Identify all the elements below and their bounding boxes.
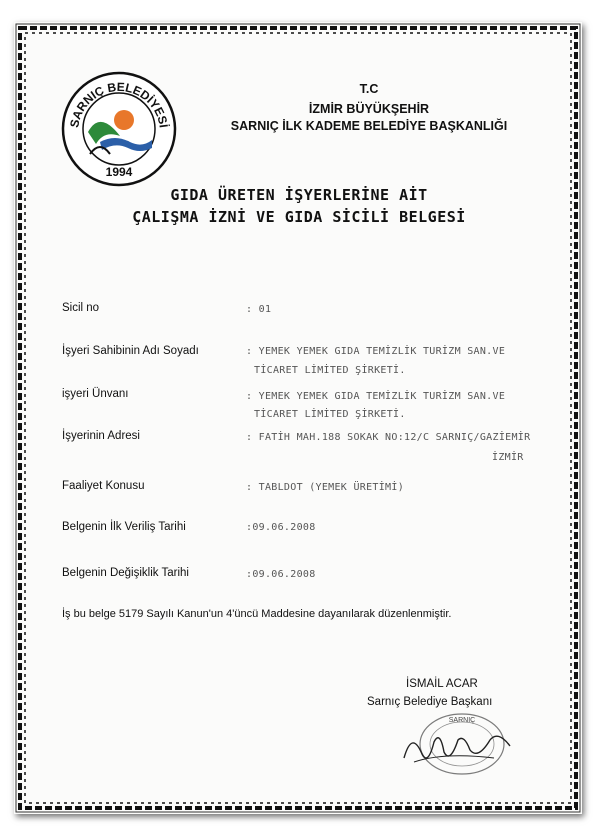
signatory-title: Sarnıç Belediye Başkanı	[367, 696, 493, 708]
header-izmir: İZMİR BÜYÜKŞEHİR	[308, 102, 430, 116]
label-activity: Faaliyet Konusu	[62, 480, 145, 492]
official-stamp	[374, 700, 534, 780]
value-address-line2: İZMİR	[492, 452, 524, 463]
municipality-logo	[60, 70, 178, 188]
document-title-line1: GIDA ÜRETEN İŞYERLERİNE AİT	[170, 186, 428, 204]
value-owner-name-line1: : YEMEK YEMEK GIDA TEMİZLİK TURİZM SAN.VE	[246, 346, 506, 357]
legal-statement: İş bu belge 5179 Sayılı Kanun'un 4'üncü Maddesine dayanılarak düzenlenmiştir.	[62, 608, 452, 620]
label-business-title: işyeri Ünvanı	[62, 388, 129, 400]
value-business-title-line2: TİCARET LİMİTED ŞİRKETİ.	[254, 409, 406, 420]
label-first-issue-date: Belgenin İlk Veriliş Tarihi	[62, 521, 186, 533]
header-tc: T.C	[359, 82, 379, 96]
certificate-sheet	[14, 22, 582, 814]
value-owner-name-line2: TİCARET LİMİTED ŞİRKETİ.	[254, 365, 406, 376]
value-business-title-line1: : YEMEK YEMEK GIDA TEMİZLİK TURİZM SAN.VE	[246, 391, 506, 402]
header-municipality: SARNIÇ İLK KADEME BELEDİYE BAŞKANLIĞI	[230, 119, 508, 133]
logo-arc-text: SARNIÇ BELEDİYESİ	[67, 79, 171, 129]
label-owner-name: İşyeri Sahibinin Adı Soyadı	[62, 345, 199, 357]
stamp-text: SARNIÇ	[448, 717, 476, 724]
value-first-issue-date: :09.06.2008	[246, 522, 316, 533]
value-sicil-no: : 01	[246, 304, 272, 315]
value-activity: : TABLDOT (YEMEK ÜRETİMİ)	[246, 482, 405, 493]
label-business-address: İşyerinin Adresi	[62, 430, 140, 442]
label-sicil-no: Sicil no	[62, 302, 100, 314]
label-change-date: Belgenin Değişiklik Tarihi	[62, 567, 189, 579]
logo-year: 1994	[105, 165, 133, 179]
value-address-line1: : FATİH MAH.188 SOKAK NO:12/C SARNIÇ/GAZİEMİR	[246, 432, 531, 443]
value-change-date: :09.06.2008	[246, 569, 316, 580]
signatory-name: İSMAİL ACAR	[406, 678, 478, 690]
logo-sun	[114, 110, 134, 130]
document-title-line2: ÇALIŞMA İZNİ VE GIDA SİCİLİ BELGESİ	[132, 208, 466, 226]
